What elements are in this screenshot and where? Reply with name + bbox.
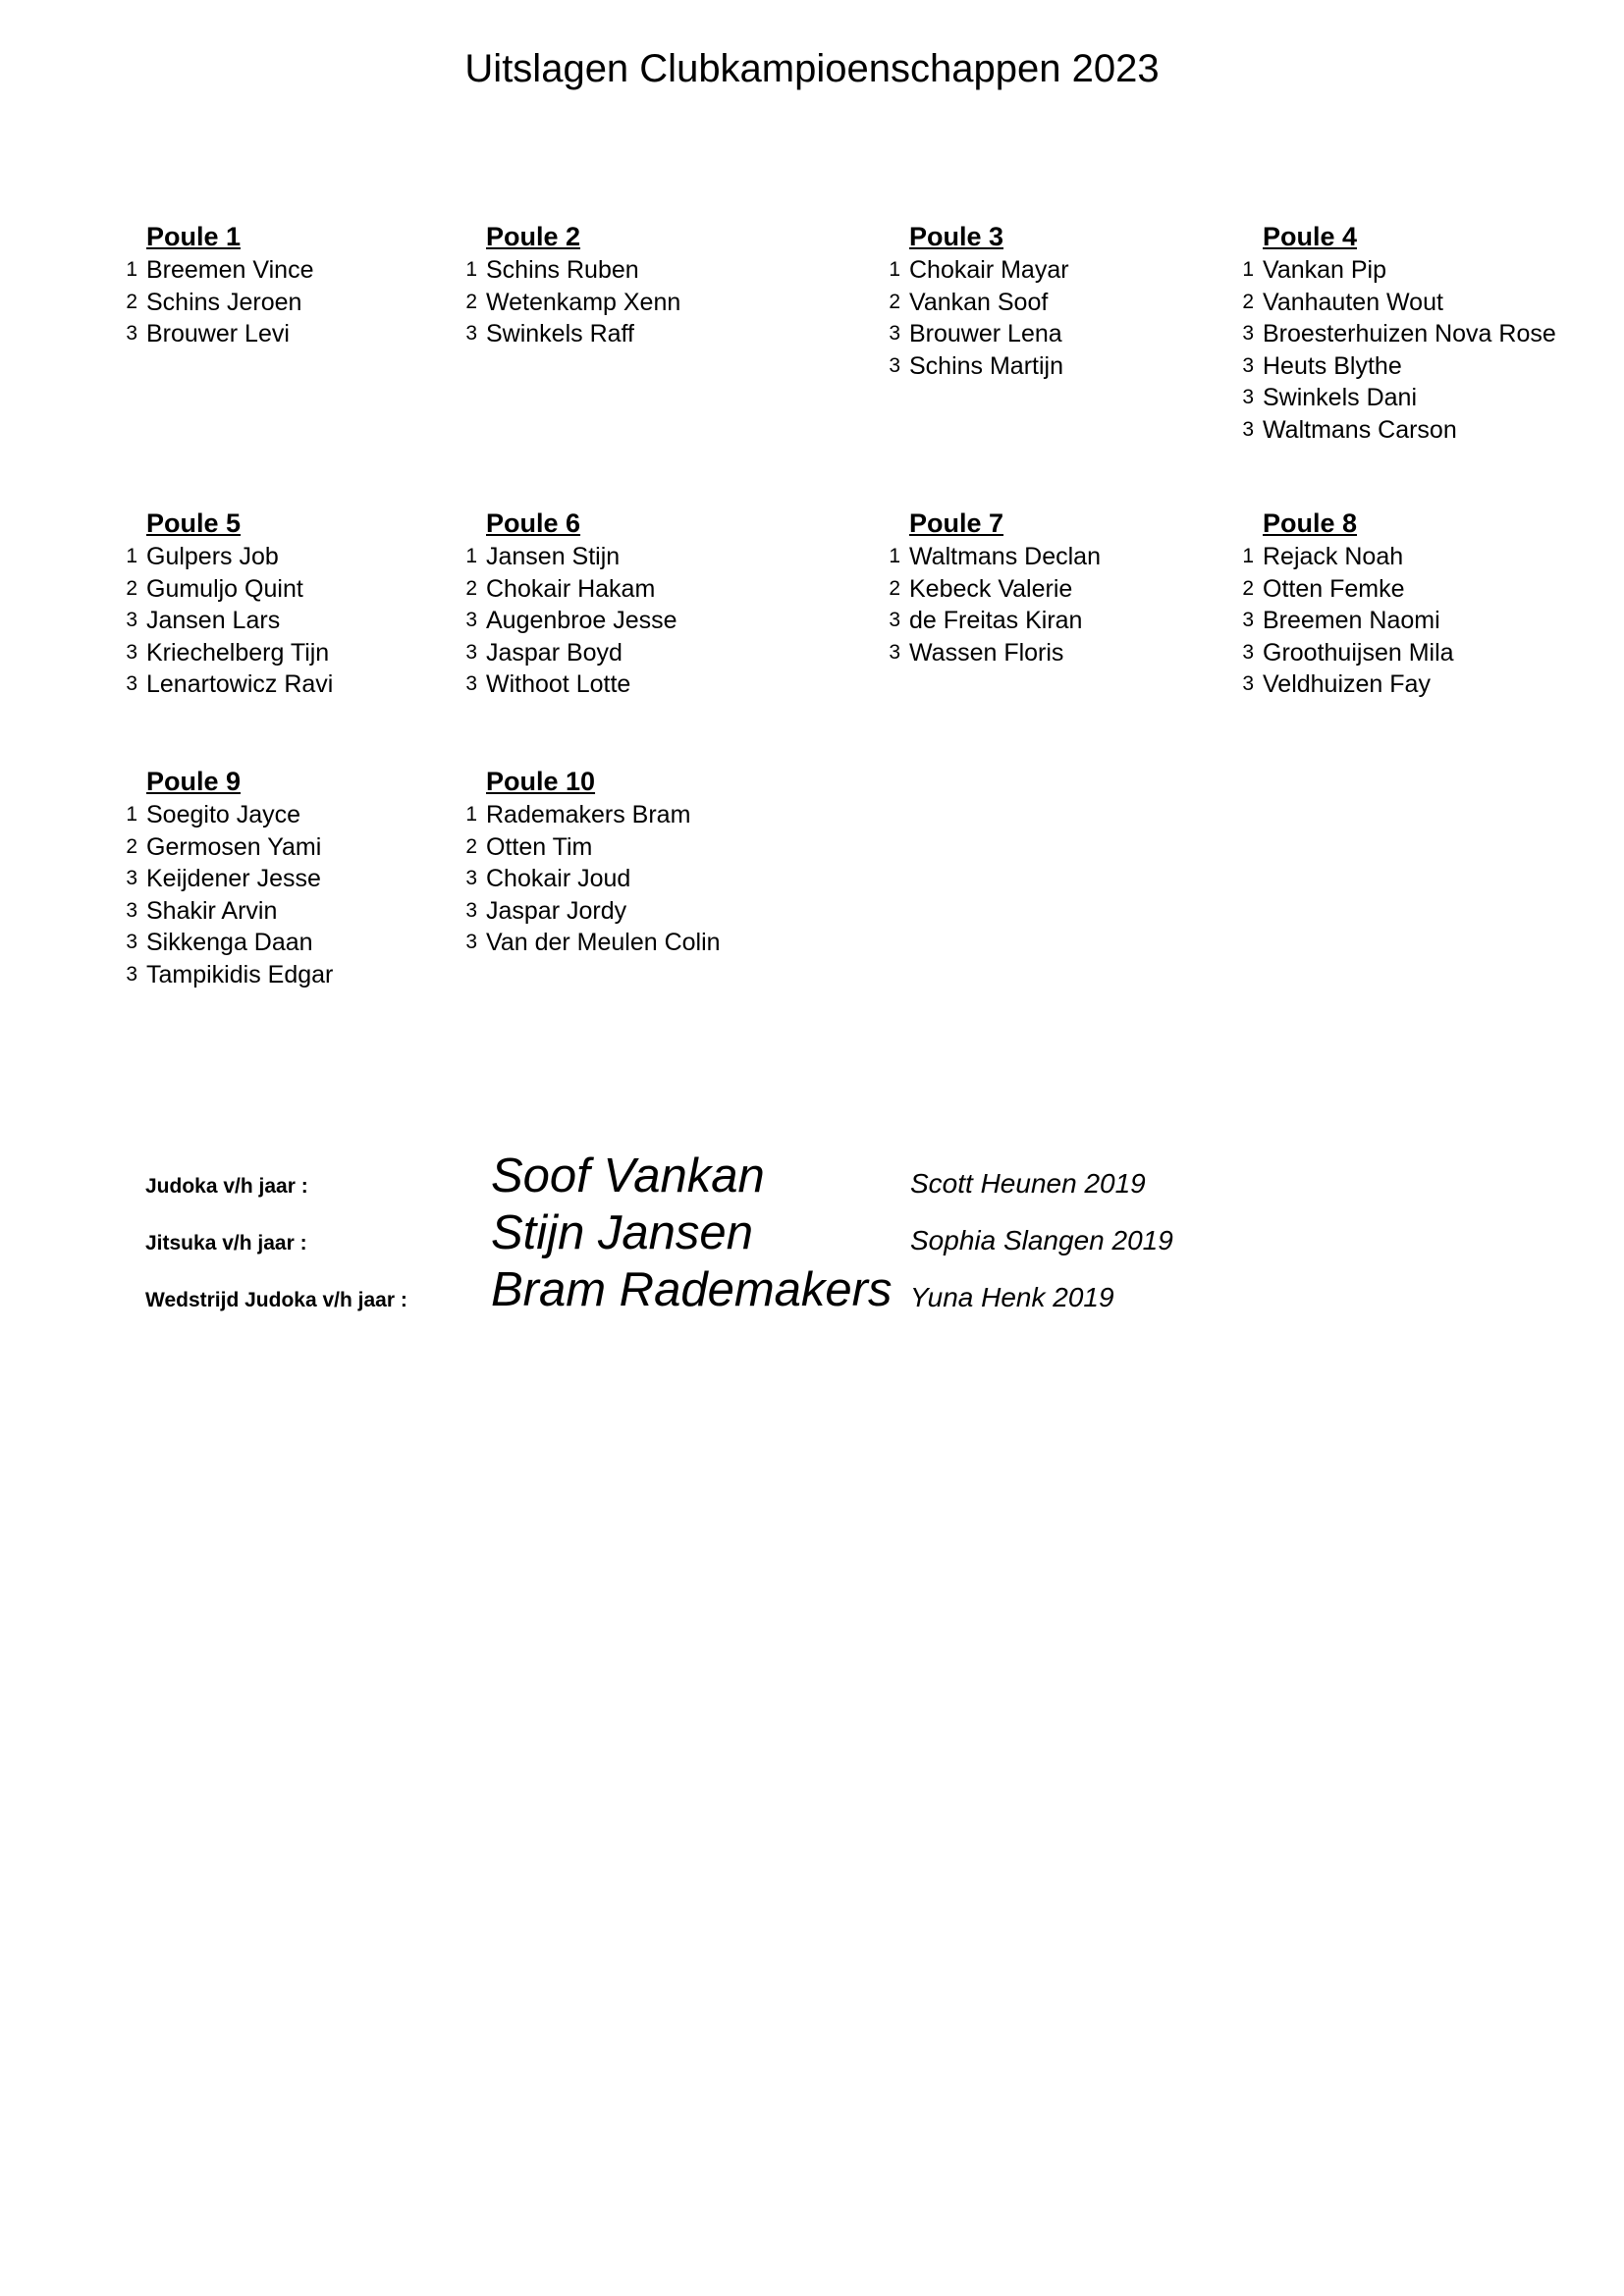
entry-name: Kriechelberg Tijn [146, 638, 330, 667]
entry-rank: 3 [126, 898, 137, 922]
entry-rank: 3 [1242, 353, 1254, 377]
entry-rank: 3 [889, 353, 900, 377]
poule-title: Poule 7 [909, 508, 1004, 538]
entry-rank: 3 [465, 898, 477, 922]
entry-rank: 3 [889, 640, 900, 664]
entry-name: Waltmans Carson [1263, 415, 1457, 444]
page-title: Uitslagen Clubkampioenschappen 2023 [464, 47, 1160, 90]
award-winner: Soof Vankan [491, 1149, 765, 1202]
entry-rank: 2 [1242, 290, 1254, 313]
entry-rank: 3 [1242, 609, 1254, 631]
entry-rank: 1 [1242, 545, 1254, 567]
poule-title: Poule 5 [146, 508, 242, 538]
entry-rank: 3 [889, 609, 900, 631]
award-previous-winner: Scott Heunen 2019 [910, 1168, 1146, 1199]
entry-name: Lenartowicz Ravi [146, 670, 334, 698]
entry-name: Breemen Vince [146, 256, 314, 284]
entry-name: Tampikidis Edgar [146, 960, 334, 988]
entry-name: Schins Ruben [486, 256, 639, 284]
entry-name: Heuts Blythe [1263, 351, 1402, 380]
entry-name: Brouwer Lena [909, 320, 1062, 347]
entry-rank: 2 [889, 576, 900, 600]
entry-name: Rejack Noah [1263, 543, 1404, 570]
award-previous-winner: Yuna Henk 2019 [910, 1282, 1114, 1312]
entry-rank: 3 [465, 931, 477, 953]
entry-name: Broesterhuizen Nova Rose [1263, 320, 1556, 347]
entry-name: Jaspar Jordy [486, 896, 627, 925]
award-winner: Bram Rademakers [491, 1263, 893, 1316]
entry-rank: 3 [126, 322, 137, 345]
entry-rank: 3 [889, 322, 900, 345]
entry-name: Augenbroe Jesse [486, 607, 677, 634]
poule-title: Poule 8 [1263, 508, 1358, 538]
entry-rank: 2 [126, 290, 137, 313]
entry-name: Jansen Lars [146, 607, 281, 634]
entry-rank: 3 [126, 640, 137, 664]
entry-rank: 3 [1242, 386, 1254, 408]
award-label: Wedstrijd Judoka v/h jaar : [145, 1289, 407, 1311]
entry-rank: 1 [889, 545, 900, 567]
entry-name: Swinkels Dani [1263, 384, 1418, 411]
award-label: Jitsuka v/h jaar : [145, 1232, 307, 1255]
entry-rank: 2 [465, 290, 477, 313]
entry-rank: 3 [1242, 322, 1254, 345]
entry-name: Soegito Jayce [146, 801, 301, 828]
poule-title: Poule 2 [486, 222, 581, 251]
entry-name: Chokair Mayar [909, 256, 1069, 284]
entry-rank: 1 [889, 258, 900, 281]
entry-rank: 3 [1242, 672, 1254, 695]
entry-name: Jaspar Boyd [486, 638, 623, 667]
entry-name: Vankan Soof [909, 288, 1049, 316]
entry-name: Sikkenga Daan [146, 929, 313, 956]
entry-rank: 3 [465, 867, 477, 889]
poule-title: Poule 1 [146, 222, 242, 251]
entry-name: Schins Martijn [909, 351, 1063, 380]
entry-name: Vanhauten Wout [1263, 288, 1443, 316]
entry-rank: 1 [1242, 258, 1254, 281]
entry-name: Shakir Arvin [146, 896, 278, 925]
entry-rank: 2 [1242, 576, 1254, 600]
entry-name: Groothuijsen Mila [1263, 638, 1454, 667]
poule-title: Poule 9 [146, 767, 242, 796]
entry-rank: 3 [465, 672, 477, 695]
entry-name: de Freitas Kiran [909, 607, 1083, 634]
entry-name: Brouwer Levi [146, 320, 290, 347]
entry-name: Withoot Lotte [486, 670, 631, 698]
entry-rank: 2 [126, 834, 137, 858]
entry-rank: 3 [1242, 640, 1254, 664]
entry-rank: 1 [465, 545, 477, 567]
entry-name: Jansen Stijn [486, 543, 621, 570]
entry-rank: 3 [1242, 417, 1254, 441]
poule-title: Poule 6 [486, 508, 581, 538]
entry-name: Gumuljo Quint [146, 574, 303, 603]
entry-rank: 3 [126, 672, 137, 695]
entry-rank: 3 [126, 609, 137, 631]
entry-rank: 2 [465, 576, 477, 600]
award-previous-winner: Sophia Slangen 2019 [910, 1225, 1173, 1255]
award-label: Judoka v/h jaar : [145, 1175, 308, 1198]
entry-rank: 2 [126, 576, 137, 600]
poule-title: Poule 10 [486, 767, 596, 796]
entry-rank: 1 [126, 545, 137, 567]
entry-name: Otten Femke [1263, 574, 1405, 603]
poule-title: Poule 4 [1263, 222, 1358, 251]
entry-name: Kebeck Valerie [909, 574, 1073, 603]
entry-rank: 3 [126, 962, 137, 986]
entry-name: Wassen Floris [909, 638, 1064, 667]
entry-rank: 3 [126, 931, 137, 953]
entry-name: Van der Meulen Colin [486, 929, 721, 956]
entry-rank: 3 [465, 322, 477, 345]
entry-rank: 1 [126, 258, 137, 281]
entry-rank: 1 [465, 258, 477, 281]
poule-title: Poule 3 [909, 222, 1004, 251]
entry-name: Schins Jeroen [146, 288, 302, 316]
entry-name: Chokair Joud [486, 865, 631, 892]
entry-rank: 2 [889, 290, 900, 313]
entry-name: Gulpers Job [146, 543, 279, 570]
entry-name: Otten Tim [486, 832, 593, 861]
entry-rank: 3 [126, 867, 137, 889]
entry-name: Breemen Naomi [1263, 607, 1440, 634]
entry-name: Keijdener Jesse [146, 865, 321, 892]
entry-name: Waltmans Declan [909, 543, 1101, 570]
entry-name: Germosen Yami [146, 832, 322, 861]
entry-name: Swinkels Raff [486, 320, 634, 347]
entry-rank: 3 [465, 609, 477, 631]
entry-name: Vankan Pip [1263, 256, 1387, 284]
entry-rank: 3 [465, 640, 477, 664]
entry-name: Wetenkamp Xenn [486, 288, 681, 316]
entry-rank: 1 [465, 803, 477, 826]
entry-rank: 1 [126, 803, 137, 826]
entry-name: Rademakers Bram [486, 801, 691, 828]
entry-rank: 2 [465, 834, 477, 858]
entry-name: Chokair Hakam [486, 574, 656, 603]
award-winner: Stijn Jansen [491, 1206, 753, 1259]
entry-name: Veldhuizen Fay [1263, 670, 1431, 698]
